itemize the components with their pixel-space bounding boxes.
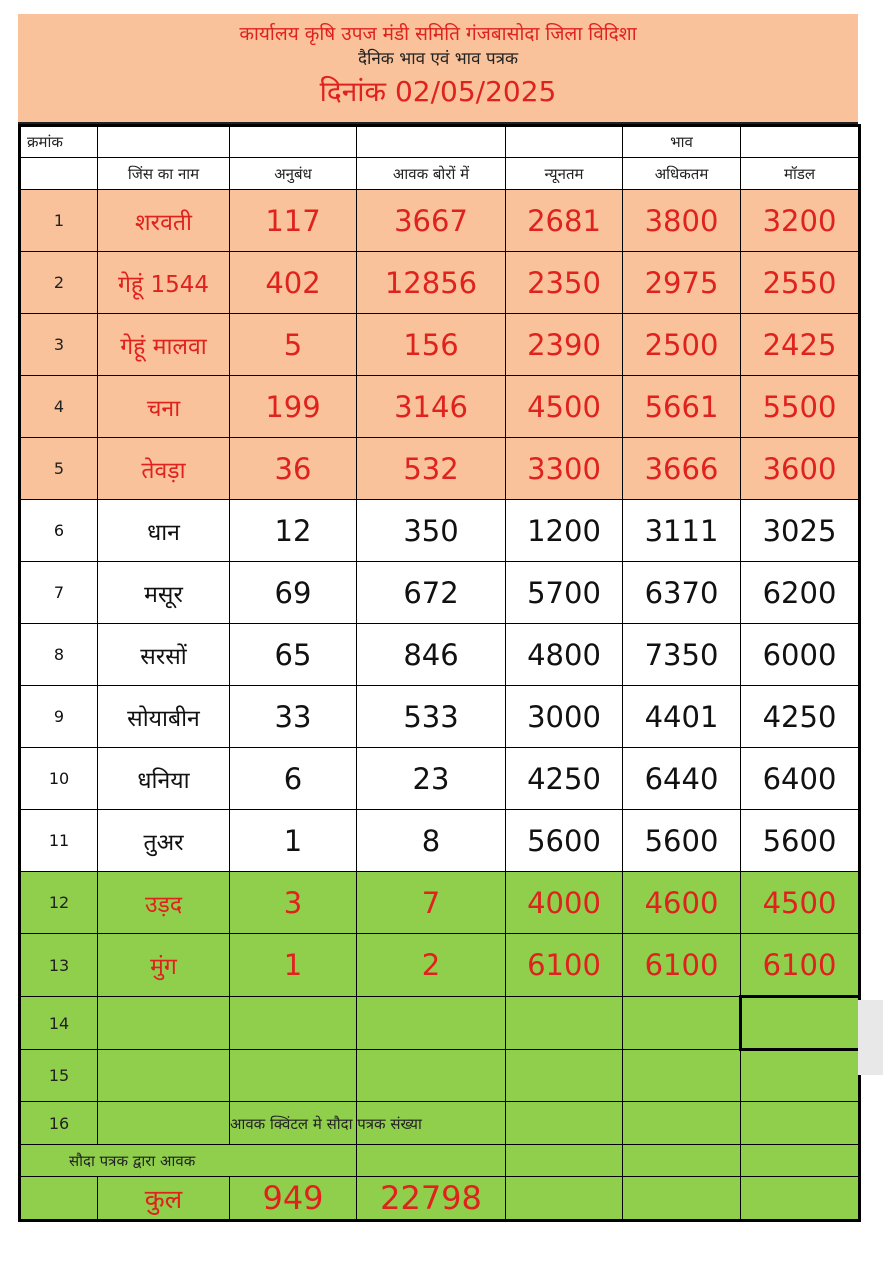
cell-modal: 4250: [741, 686, 860, 748]
col-serial: क्रमांक: [20, 126, 98, 158]
cell-max: 2975: [623, 252, 741, 314]
cell-arrival: 533: [357, 686, 506, 748]
cell-sno: 9: [20, 686, 98, 748]
cell-arrival: 7: [357, 872, 506, 934]
cell-sno: 5: [20, 438, 98, 500]
empty-cell: [741, 997, 860, 1050]
price-sheet: [18, 14, 858, 1222]
cell-modal: 3025: [741, 500, 860, 562]
total-contract: 949: [230, 1177, 357, 1221]
header-row-1: [20, 126, 860, 158]
cell-name: गेहूं मालवा: [98, 314, 230, 376]
cell-max: 6100: [623, 934, 741, 997]
sauda-count-caption: आवक क्विंटल मे सौदा पत्रक संख्या: [230, 1115, 422, 1133]
cell-max: 4600: [623, 872, 741, 934]
table-row: [20, 872, 860, 934]
cell-sno: 2: [20, 252, 98, 314]
cell-max: 2500: [623, 314, 741, 376]
cell-sno: 13: [20, 934, 98, 997]
cell-name: सरसों: [98, 624, 230, 686]
cell-arrival: 8: [357, 810, 506, 872]
cell-sno: 16: [20, 1102, 98, 1145]
cell-contract: 1: [230, 934, 357, 997]
cell-min: 2390: [506, 314, 623, 376]
col-name: जिंस का नाम: [98, 158, 230, 190]
table-row: [20, 562, 860, 624]
summary-row: [20, 1102, 860, 1145]
col-max: अधिकतम: [623, 158, 741, 190]
col-min: न्यूनतम: [506, 158, 623, 190]
empty-cell: [357, 1050, 506, 1102]
cell-modal: 2550: [741, 252, 860, 314]
cell-max: 6440: [623, 748, 741, 810]
cell-contract: 6: [230, 748, 357, 810]
cell-sno: 7: [20, 562, 98, 624]
cell-sno: 12: [20, 872, 98, 934]
empty-cell: [506, 1050, 623, 1102]
cell-sno: 14: [20, 997, 98, 1050]
empty-cell: [98, 1050, 230, 1102]
cell-modal: 4500: [741, 872, 860, 934]
cell-min: 6100: [506, 934, 623, 997]
cell-contract: 36: [230, 438, 357, 500]
cell-modal: 3200: [741, 190, 860, 252]
cell-name: शरवती: [98, 190, 230, 252]
table-row: [20, 810, 860, 872]
cell-name: धान: [98, 500, 230, 562]
cell-min: 3000: [506, 686, 623, 748]
cell-arrival: 350: [357, 500, 506, 562]
cell-contract: 402: [230, 252, 357, 314]
cell-contract: 3: [230, 872, 357, 934]
cell-contract: 5: [230, 314, 357, 376]
header-row-2: [20, 158, 860, 190]
cell-arrival: 23: [357, 748, 506, 810]
table-row: [20, 190, 860, 252]
cell-max: 6370: [623, 562, 741, 624]
table-row: [20, 934, 860, 997]
cell-min: 1200: [506, 500, 623, 562]
cell-modal: 5500: [741, 376, 860, 438]
empty-cell: [623, 997, 741, 1050]
cell-max: 3666: [623, 438, 741, 500]
cell-name: चना: [98, 376, 230, 438]
page-edge: [858, 1000, 883, 1075]
cell-min: 4800: [506, 624, 623, 686]
empty-cell: [623, 1050, 741, 1102]
cell-contract: 199: [230, 376, 357, 438]
sauda-label: सौदा पत्रक द्वारा आवक: [20, 1145, 357, 1177]
cell-arrival: 3146: [357, 376, 506, 438]
table-row: [20, 748, 860, 810]
cell-arrival: 672: [357, 562, 506, 624]
cell-min: 4000: [506, 872, 623, 934]
empty-cell: [357, 997, 506, 1050]
cell-sno: 6: [20, 500, 98, 562]
cell-contract: 65: [230, 624, 357, 686]
cell-arrival: 846: [357, 624, 506, 686]
cell-name: मुंग: [98, 934, 230, 997]
cell-max: 7350: [623, 624, 741, 686]
cell-arrival: 3667: [357, 190, 506, 252]
cell-min: 3300: [506, 438, 623, 500]
cell-modal: 6100: [741, 934, 860, 997]
cell-arrival: 156: [357, 314, 506, 376]
table-row: [20, 376, 860, 438]
cell-max: 3111: [623, 500, 741, 562]
table-row: [20, 997, 860, 1050]
cell-contract: 1: [230, 810, 357, 872]
cell-name: सोयाबीन: [98, 686, 230, 748]
office-title: कार्यालय कृषि उपज मंडी समिति गंजबासोदा जिला विदिशा: [239, 23, 637, 45]
table-row: [20, 252, 860, 314]
cell-arrival: 532: [357, 438, 506, 500]
empty-cell: [230, 997, 357, 1050]
cell-modal: 2425: [741, 314, 860, 376]
cell-max: 4401: [623, 686, 741, 748]
cell-contract: 117: [230, 190, 357, 252]
table-row: [20, 686, 860, 748]
cell-sno: 8: [20, 624, 98, 686]
cell-min: 2681: [506, 190, 623, 252]
table-row: [20, 624, 860, 686]
cell-max: 5600: [623, 810, 741, 872]
cell-modal: 3600: [741, 438, 860, 500]
table-row: [20, 438, 860, 500]
cell-name: उड़द: [98, 872, 230, 934]
table-row: [20, 314, 860, 376]
cell-contract: 12: [230, 500, 357, 562]
date-line: दिनांक 02/05/2025: [319, 75, 557, 108]
col-modal: मॉडल: [741, 158, 860, 190]
sauda-row: [20, 1145, 860, 1177]
total-row: [20, 1177, 860, 1221]
cell-sno: 1: [20, 190, 98, 252]
cell-sno: 3: [20, 314, 98, 376]
cell-modal: 6200: [741, 562, 860, 624]
cell-modal: 6400: [741, 748, 860, 810]
cell-sno: 11: [20, 810, 98, 872]
cell-modal: 5600: [741, 810, 860, 872]
price-table: [18, 124, 861, 1222]
cell-modal: 6000: [741, 624, 860, 686]
cell-name: गेहूं 1544: [98, 252, 230, 314]
cell-arrival: 2: [357, 934, 506, 997]
cell-max: 3800: [623, 190, 741, 252]
empty-cell: [741, 1050, 860, 1102]
cell-min: 2350: [506, 252, 623, 314]
cell-name: तेवड़ा: [98, 438, 230, 500]
total-arrival: 22798: [357, 1177, 506, 1221]
table-row: [20, 500, 860, 562]
sheet-subtitle: दैनिक भाव एवं भाव पत्रक: [357, 49, 519, 69]
cell-name: तुअर: [98, 810, 230, 872]
empty-cell: [506, 997, 623, 1050]
cell-min: 5600: [506, 810, 623, 872]
total-label: कुल: [98, 1177, 230, 1221]
col-arrival: आवक बोरों में: [357, 158, 506, 190]
cell-max: 5661: [623, 376, 741, 438]
cell-arrival: 12856: [357, 252, 506, 314]
cell-sno: 15: [20, 1050, 98, 1102]
cell-sno: 10: [20, 748, 98, 810]
table-row: [20, 1050, 860, 1102]
cell-contract: 33: [230, 686, 357, 748]
cell-contract: 69: [230, 562, 357, 624]
col-contract: अनुबंध: [230, 158, 357, 190]
empty-cell: [98, 997, 230, 1050]
cell-name: मसूर: [98, 562, 230, 624]
empty-cell: [230, 1050, 357, 1102]
col-price-group: भाव: [623, 126, 741, 158]
cell-name: धनिया: [98, 748, 230, 810]
cell-min: 4500: [506, 376, 623, 438]
cell-min: 4250: [506, 748, 623, 810]
sheet-header: [18, 14, 858, 124]
cell-sno: 4: [20, 376, 98, 438]
cell-min: 5700: [506, 562, 623, 624]
